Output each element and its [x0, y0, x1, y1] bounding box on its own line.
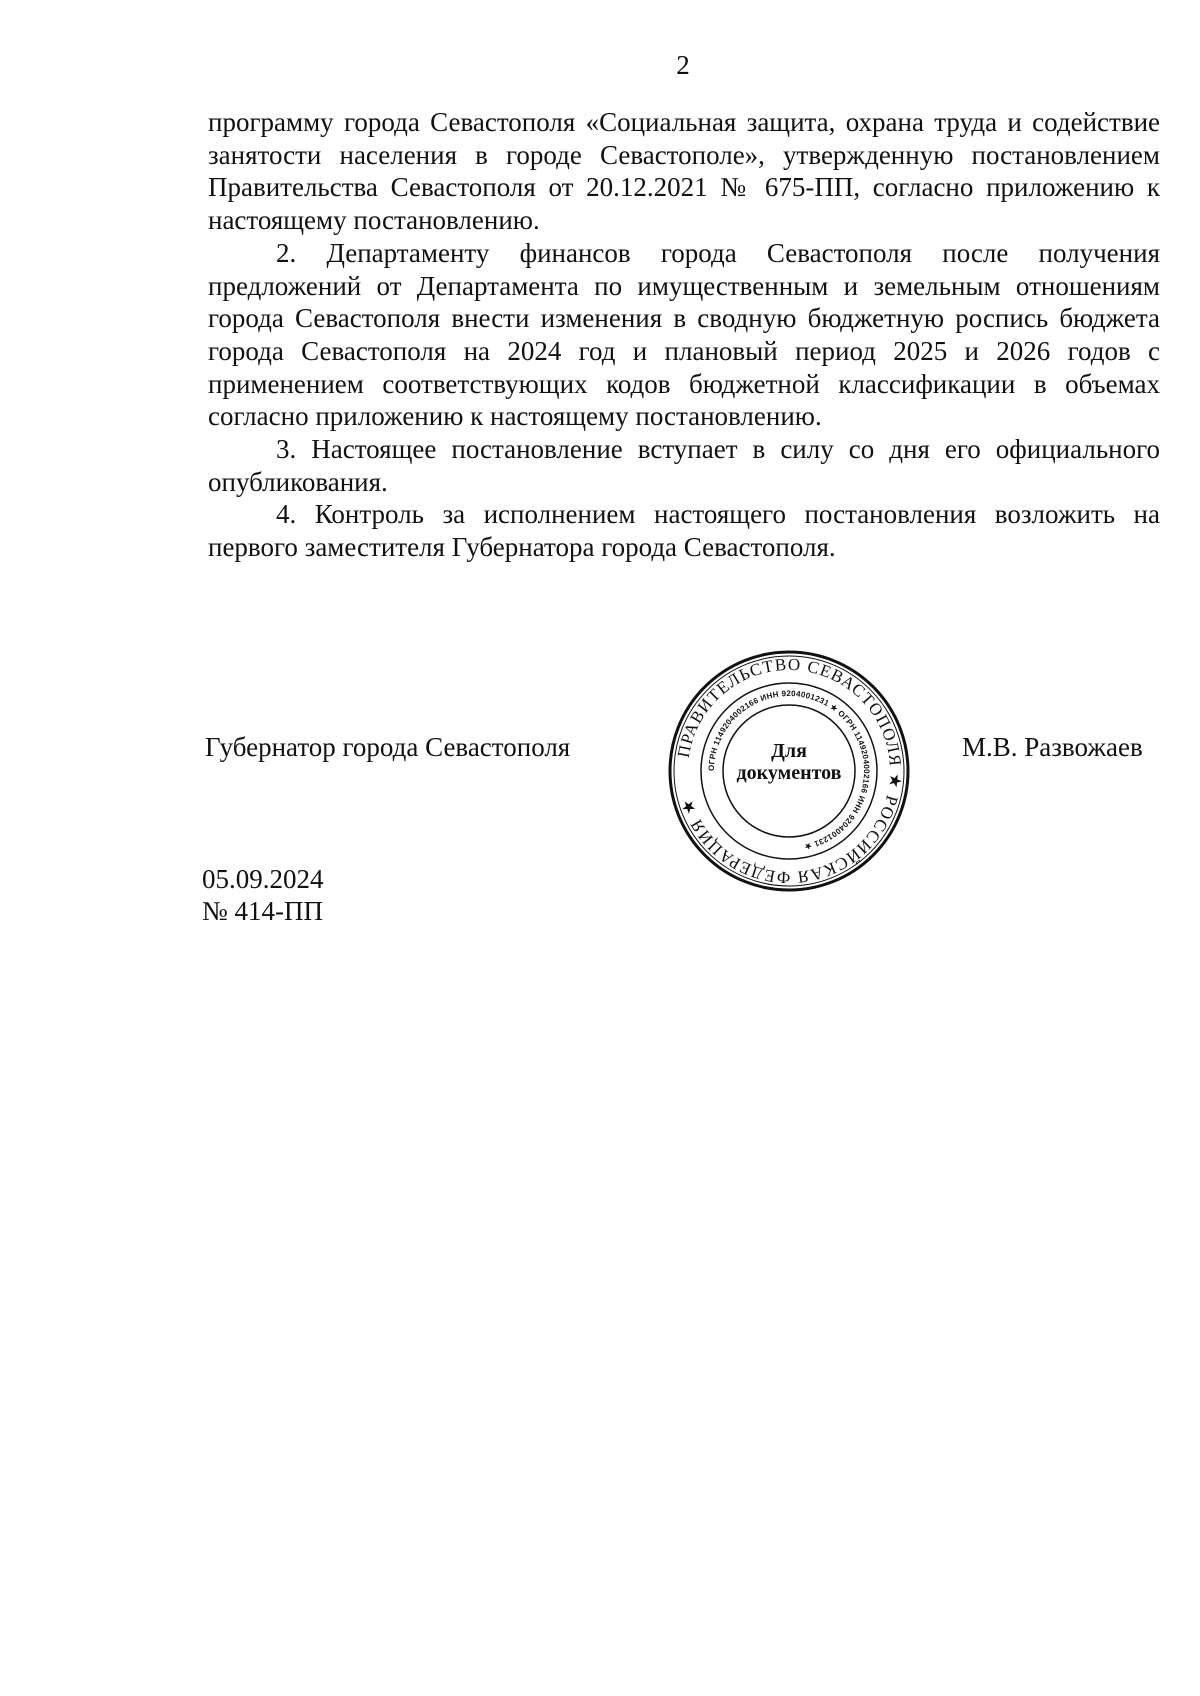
official-seal	[666, 648, 912, 894]
seal-center-line1: Для	[771, 740, 807, 762]
seal-inner-text: ОГРН 1149204002166 ИНН 9204001231 ★ ОГРН 1149204002166 ИНН 9204001231 ★	[706, 688, 872, 852]
paragraph-item-4: 4. Контроль за исполнением настоящего постановления возложить на первого заместителя Губернатора города Севастополя.	[208, 499, 1160, 563]
signer-name: М.В. Развожаев	[962, 732, 1143, 762]
signer-title: Губернатор города Севастополя	[205, 732, 571, 762]
page-number: 2	[676, 50, 690, 80]
document-date: 05.09.2024	[202, 864, 324, 894]
document-body	[208, 106, 1160, 564]
seal-center-text	[666, 740, 912, 784]
paragraph-continuation: программу города Севастополя «Социальная защита, охрана труда и содействие занятости населения в городе Севастополе», утвержденную постановлением Правительства Севастополя от 20.12.2021 № 675-ПП, согласно приложению к настоящему постановлению.	[208, 107, 1160, 236]
paragraph-item-3: 3. Настоящее постановление вступает в силу со дня его официального опубликования.	[208, 434, 1160, 497]
paragraph-item-2: 2. Департаменту финансов города Севастополя после получения предложений от Департамента по имущественным и земельным отношениям города Севастополя внести изменения в сводную бюджетную роспись бюджета города Севастополя на 2024 год и плановый период 2025 и 2026 годов с применением соответствующих кодов бюджетной классификации в объемах согласно приложению к настоящему постановлению.	[208, 237, 1160, 432]
seal-center-line2: документов	[736, 762, 842, 784]
seal-outer-text: ПРАВИТЕЛЬСТВО СЕВАСТОПОЛЯ ★ РОССИЙСКАЯ ФЕДЕРАЦИЯ ★	[673, 654, 906, 888]
document-number: № 414-ПП	[202, 896, 323, 926]
